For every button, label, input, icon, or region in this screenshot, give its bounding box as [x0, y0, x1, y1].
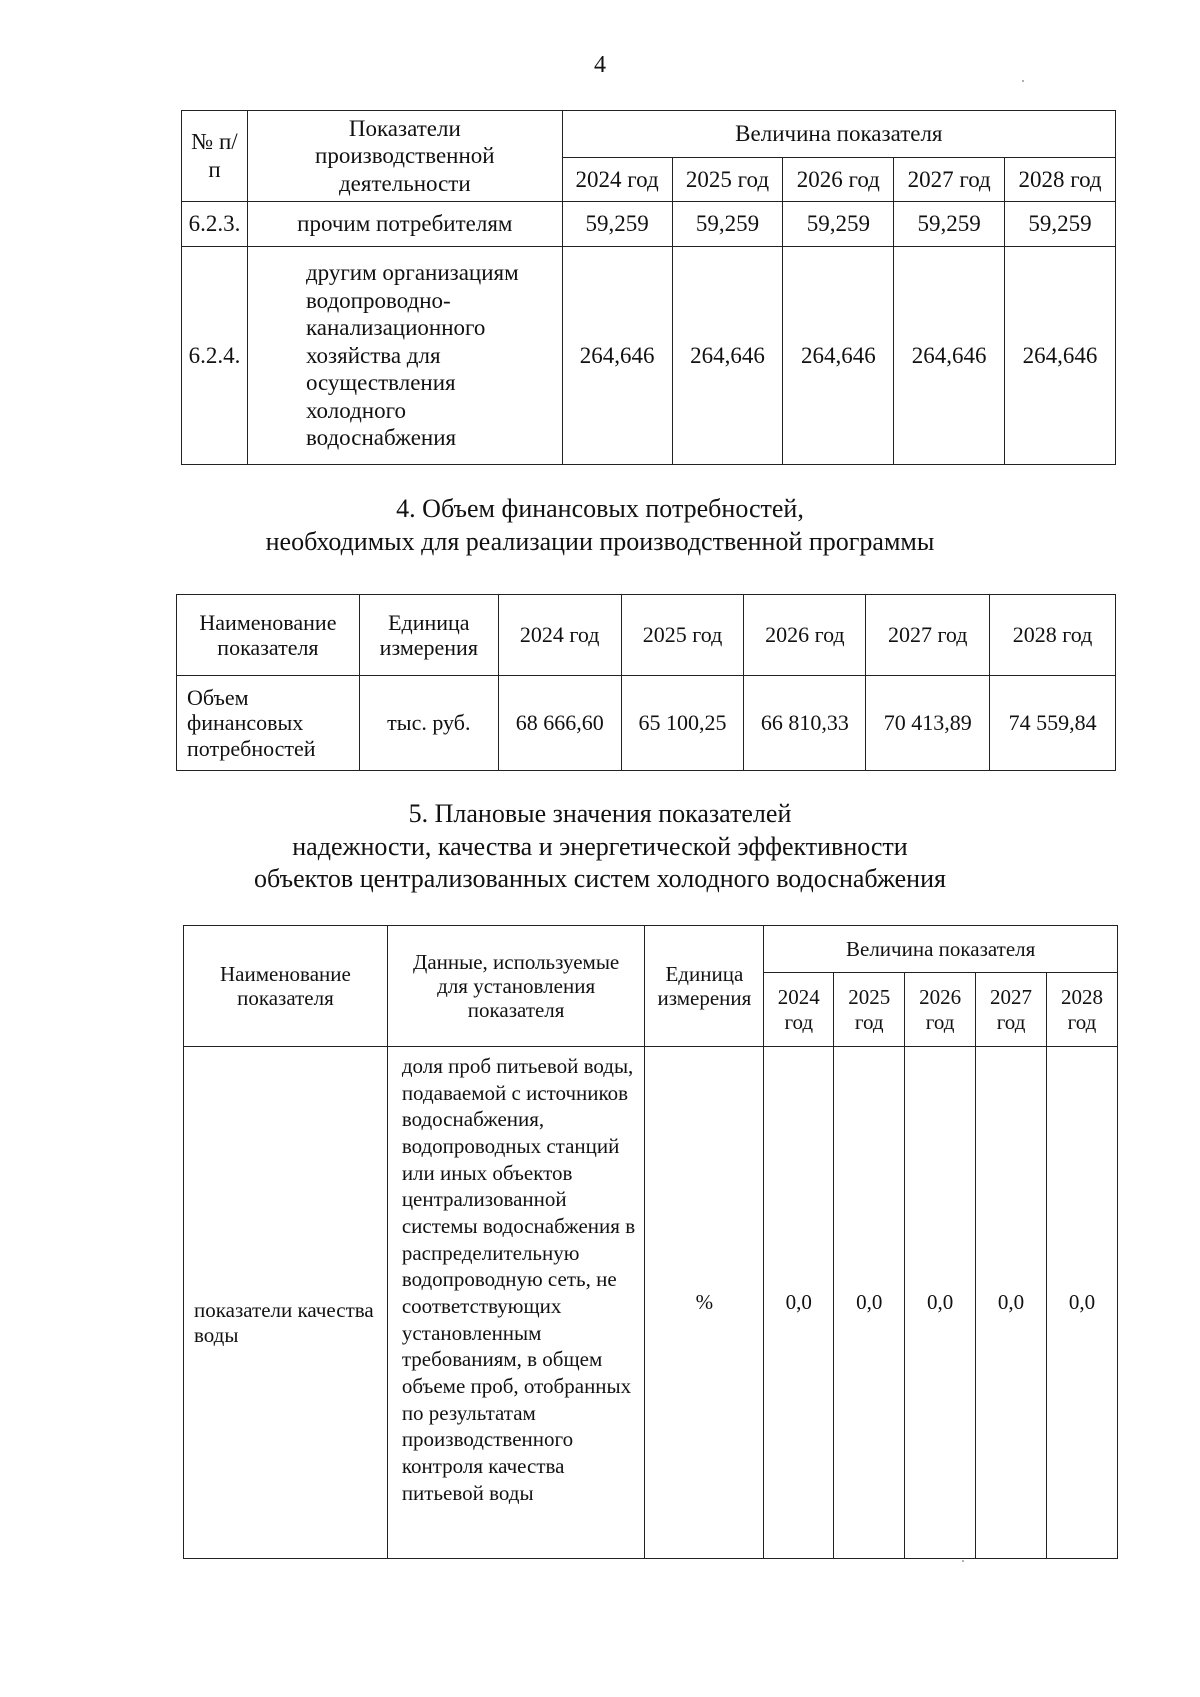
- row-value: 59,259: [783, 202, 894, 247]
- col-header-year: 2027 год: [866, 595, 990, 676]
- col-header-year: 2026 год: [783, 158, 894, 202]
- row-data: доля проб питьевой воды, подаваемой с источников водоснабжения, водопроводных станций или иных объектов централизованной системы водоснабжения в распределительную водопроводную сеть, не соответствующих установленным требованиям, в общем объеме проб, отобранных по результатам производственного контроля качества питьевой воды: [387, 1047, 645, 1559]
- row-name: другим организациям водопроводно-канализационного хозяйства для осуществления холодного водоснабжения: [247, 247, 562, 465]
- col-header-year: 2027 год: [976, 973, 1047, 1047]
- row-value: 59,259: [562, 202, 672, 247]
- col-header-name: Наименование показателя: [184, 926, 388, 1047]
- quality-header-row: [184, 926, 1118, 973]
- row-value: 264,646: [1005, 247, 1116, 465]
- row-value: 0,0: [976, 1047, 1047, 1559]
- row-value: 66 810,33: [744, 676, 866, 771]
- section-4-title-line: необходимых для реализации производственной программы: [265, 526, 935, 556]
- col-header-year: 2026 год: [744, 595, 866, 676]
- finance-table: [176, 594, 1116, 771]
- row-value: 70 413,89: [866, 676, 990, 771]
- section-5-title: [0, 798, 1200, 896]
- col-header-year: 2026 год: [905, 973, 976, 1047]
- row-name: Объем финансовых потребностей: [177, 676, 360, 771]
- col-header-year: 2028 год: [990, 595, 1116, 676]
- section-5-title-line: надежности, качества и энергетической эффективности: [292, 831, 908, 861]
- col-header-year: 2024 год: [764, 973, 834, 1047]
- row-name: прочим потребителям: [247, 202, 562, 247]
- col-header-year: 2028 год: [1047, 973, 1118, 1047]
- col-header-year: 2025 год: [621, 595, 744, 676]
- col-header-year: 2024 год: [498, 595, 621, 676]
- table-row: [182, 247, 1116, 465]
- row-value: 264,646: [672, 247, 783, 465]
- row-value: 59,259: [894, 202, 1005, 247]
- table-row: [184, 1047, 1118, 1559]
- row-num: 6.2.3.: [182, 202, 248, 247]
- row-value: 0,0: [764, 1047, 834, 1559]
- row-value: 264,646: [562, 247, 672, 465]
- col-header-year: 2024 год: [562, 158, 672, 202]
- row-value: 0,0: [834, 1047, 905, 1559]
- col-header-year: 2025 год: [834, 973, 905, 1047]
- row-value: 0,0: [1047, 1047, 1118, 1559]
- section-4-title-line: 4. Объем финансовых потребностей,: [396, 494, 804, 523]
- col-header-name: Наименование показателя: [177, 595, 360, 676]
- row-num: 6.2.4.: [182, 247, 248, 465]
- col-header-year: 2025 год: [672, 158, 783, 202]
- production-table: [181, 110, 1116, 465]
- row-value: 264,646: [783, 247, 894, 465]
- section-5-title-line: 5. Плановые значения показателей: [408, 799, 792, 828]
- row-value: 74 559,84: [990, 676, 1116, 771]
- page-number: 4: [594, 52, 606, 78]
- table-row: [177, 676, 1116, 771]
- production-header-row: [182, 111, 1116, 158]
- row-unit: %: [645, 1047, 764, 1559]
- col-header-unit: Единица измерения: [359, 595, 498, 676]
- col-header-indicator: Показатели производственной деятельности: [247, 111, 562, 202]
- row-value: 65 100,25: [621, 676, 744, 771]
- col-header-value-group: Величина показателя: [764, 926, 1118, 973]
- row-value: 264,646: [894, 247, 1005, 465]
- row-value: 68 666,60: [498, 676, 621, 771]
- col-header-unit: Единица измерения: [645, 926, 764, 1047]
- quality-table: [183, 925, 1118, 1559]
- scan-speck: [962, 1560, 964, 1562]
- table-row: [182, 202, 1116, 247]
- col-header-num: № п/п: [182, 111, 248, 202]
- col-header-value-group: Величина показателя: [562, 111, 1115, 158]
- section-5-title-line: объектов централизованных систем холодного водоснабжения: [254, 864, 946, 893]
- row-name: показатели качества воды: [184, 1047, 388, 1559]
- col-header-year: 2028 год: [1005, 158, 1116, 202]
- row-value: 0,0: [905, 1047, 976, 1559]
- row-value: 59,259: [672, 202, 783, 247]
- section-4-title: [0, 493, 1200, 558]
- col-header-year: 2027 год: [894, 158, 1005, 202]
- col-header-data: Данные, используемые для установления показателя: [387, 926, 645, 1047]
- finance-header-row: [177, 595, 1116, 676]
- row-value: 59,259: [1005, 202, 1116, 247]
- scan-speck: [1022, 80, 1024, 82]
- row-unit: тыс. руб.: [359, 676, 498, 771]
